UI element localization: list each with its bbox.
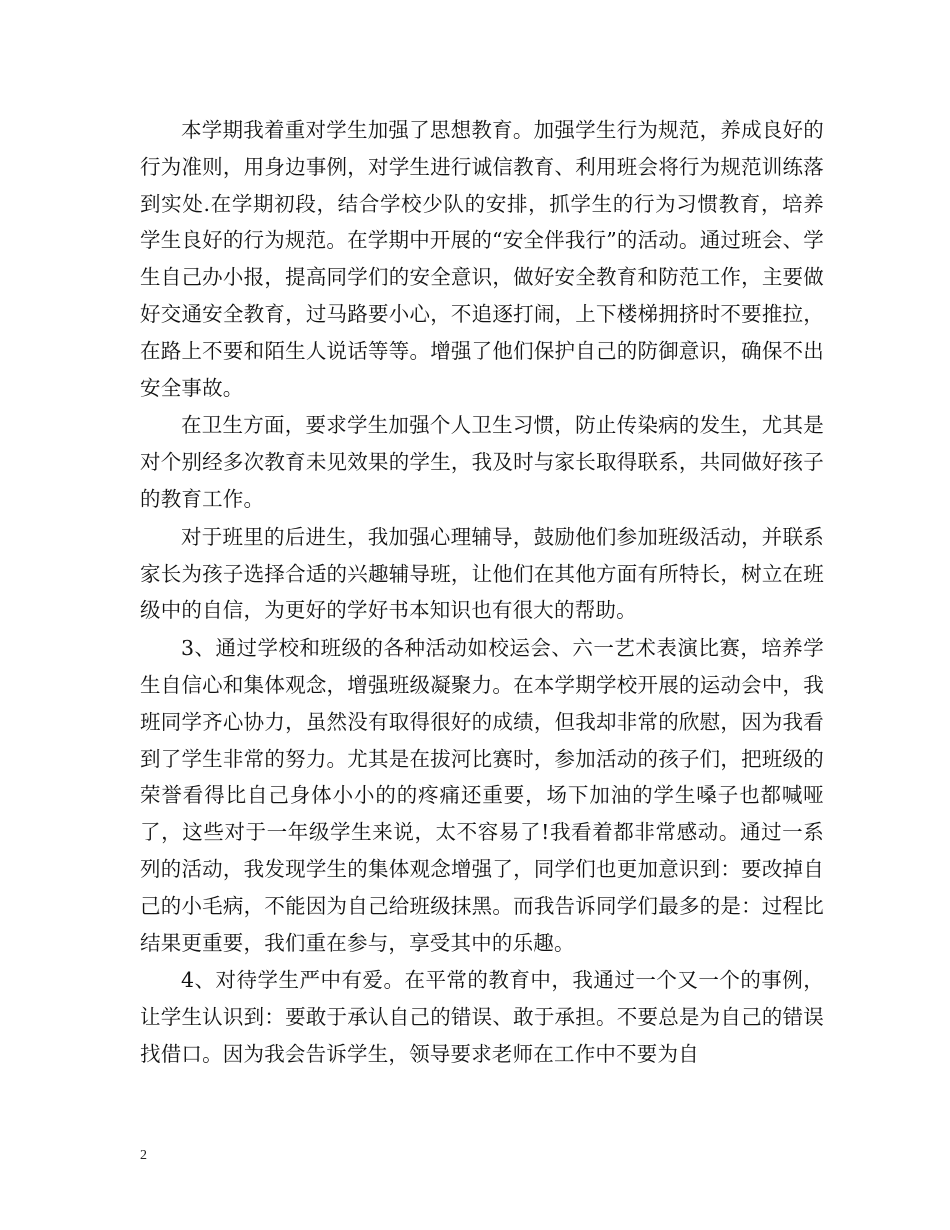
paragraph-struggling-students: 对于班里的后进生，我加强心理辅导，鼓励他们参加班级活动，并联系家长为孩子选择合适的兴趣辅导班，让他们在其他方面有所特长，树立在班级中的自信，为更好的学好书本知识也有很大的帮助。 <box>140 524 824 623</box>
paragraph-hygiene: 在卫生方面，要求学生加强个人卫生习惯，防止传染病的发生，尤其是对个别经多次教育未见效果的学生，我及时与家长取得联系，共同做好孩子的教育工作。 <box>140 413 824 511</box>
paragraph-ideological-education: 本学期我着重对学生加强了思想教育。加强学生行为规范，养成良好的行为准则，用身边事例，对学生进行诚信教育、利用班会将行为规范训练落到实处.在学期初段，结合学校少队的安排，抓学生的行为习惯教育，培养学生良好的行为规范。在学期中开展的“安全伴我行”的活动。通过班会、学生自己办小报，提高同学们的安全意识，做好安全教育和防范工作，主要做好交通安全教育，过马路要小心，不追逐打闹，上下楼梯拥挤时不要推拉，在路上不要和陌生人说话等等。增强了他们保护自己的防御意识，确保不出安全事故。 <box>140 118 824 400</box>
paragraph-activities: 3、通过学校和班级的各种活动如校运会、六一艺术表演比赛，培养学生自信心和集体观念，增强班级凝聚力。在本学期学校开展的运动会中，我班同学齐心协力，虽然没有取得很好的成绩，但我却非常的欣慰，因为我看到了学生非常的努力。尤其是在拔河比赛时，参加活动的孩子们，把班级的荣誉看得比自己身体小小的的疼痛还重要，场下加油的学生嗓子也都喊哑了，这些对于一年级学生来说，太不容易了!我看着都非常感动。通过一系列的活动，我发现学生的集体观念增强了，同学们也更加意识到：要改掉自己的小毛病，不能因为自己给班级抹黑。而我告诉同学们最多的是：过程比结果更重要，我们重在参与，享受其中的乐趣。 <box>140 636 824 955</box>
page-number: 2 <box>140 1148 147 1163</box>
document-body <box>140 112 824 1073</box>
paragraph-strict-with-love: 4、对待学生严中有爱。在平常的教育中，我通过一个又一个的事例，让学生认识到：要敢于承认自己的错误、敢于承担。不要总是为自己的错误找借口。因为我会告诉学生，领导要求老师在工作中不要为自 <box>140 968 824 1066</box>
